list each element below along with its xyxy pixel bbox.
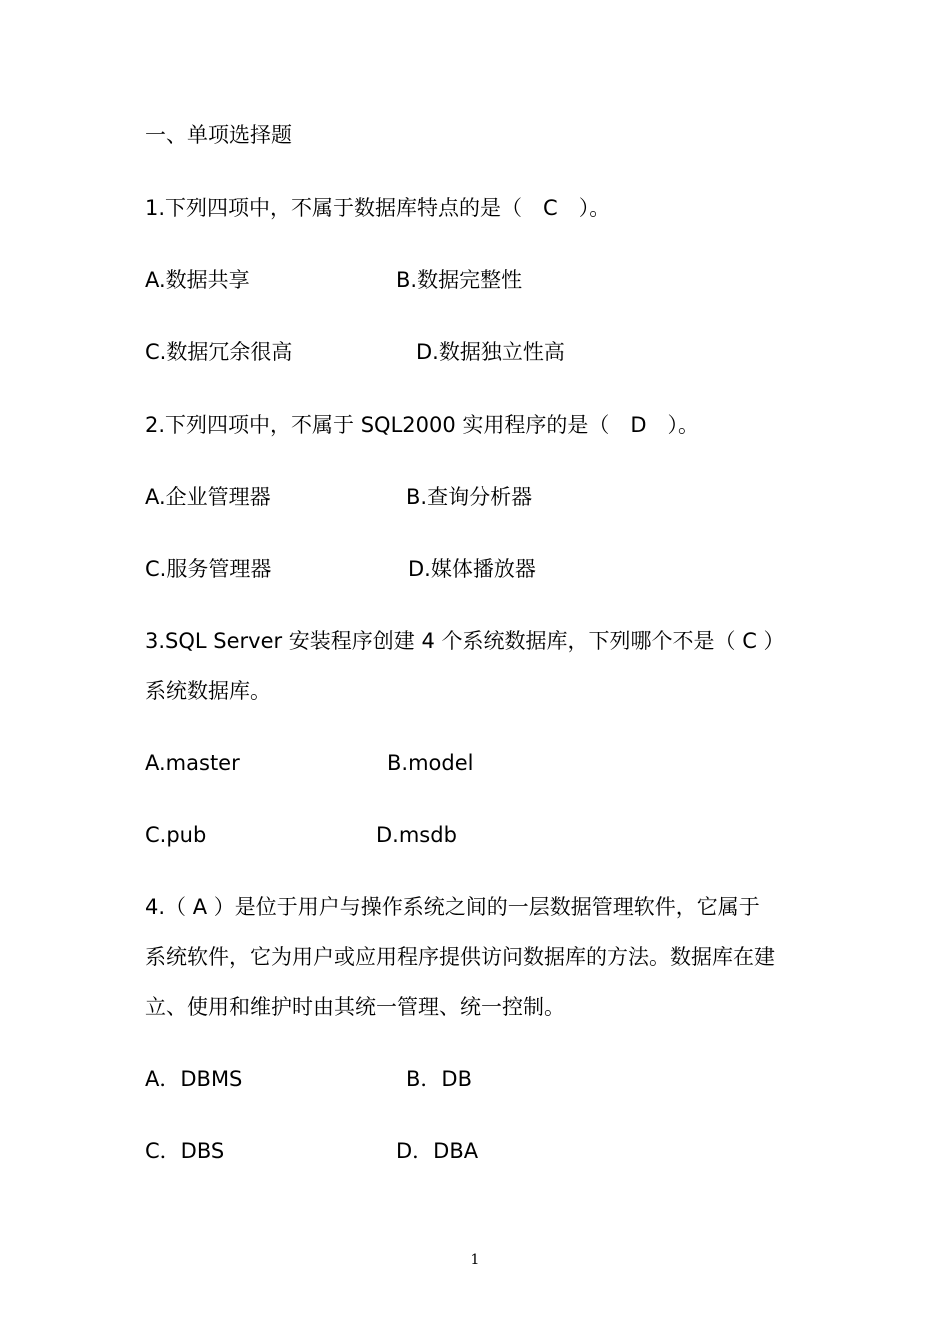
question-1-option-b: B.数据完整性 <box>396 268 523 292</box>
page-number: 1 <box>470 1252 480 1268</box>
question-3-option-c: C.pub <box>145 823 207 847</box>
question-3-option-b: B.model <box>387 751 474 775</box>
question-2-option-d: D.媒体播放器 <box>408 557 536 581</box>
question-1-option-c: C.数据冗余很高 <box>145 340 293 364</box>
question-1-text: 1.下列四项中，不属于数据库特点的是（ C ）。 <box>145 196 611 220</box>
question-4-option-c: C．DBS <box>145 1139 225 1163</box>
question-4-option-a: A．DBMS <box>145 1067 243 1091</box>
question-4-text-line-2: 系统软件，它为用户或应用程序提供访问数据库的方法。数据库在建 <box>145 945 775 969</box>
section-title: 一、单项选择题 <box>145 123 292 147</box>
question-1-option-d: D.数据独立性高 <box>416 340 565 364</box>
question-4-option-d: D．DBA <box>396 1139 479 1163</box>
question-2-option-c: C.服务管理器 <box>145 557 272 581</box>
question-3-option-d: D.msdb <box>376 823 457 847</box>
question-4-option-b: B．DB <box>406 1067 472 1091</box>
question-2-text: 2.下列四项中，不属于 SQL2000 实用程序的是（ D ）。 <box>145 413 700 437</box>
question-3-text-line-2: 系统数据库。 <box>145 679 271 703</box>
question-3-option-a: A.master <box>145 751 240 775</box>
question-3-text-line-1: 3.SQL Server 安装程序创建 4 个系统数据库，下列哪个不是（ C ） <box>145 629 785 653</box>
question-4-text-line-3: 立、使用和维护时由其统一管理、统一控制。 <box>145 995 565 1019</box>
question-4-text-line-1: 4.（ A ）是位于用户与操作系统之间的一层数据管理软件，它属于 <box>145 895 760 919</box>
question-2-option-a: A.企业管理器 <box>145 485 271 509</box>
question-1-option-a: A.数据共享 <box>145 268 250 292</box>
question-2-option-b: B.查询分析器 <box>406 485 533 509</box>
